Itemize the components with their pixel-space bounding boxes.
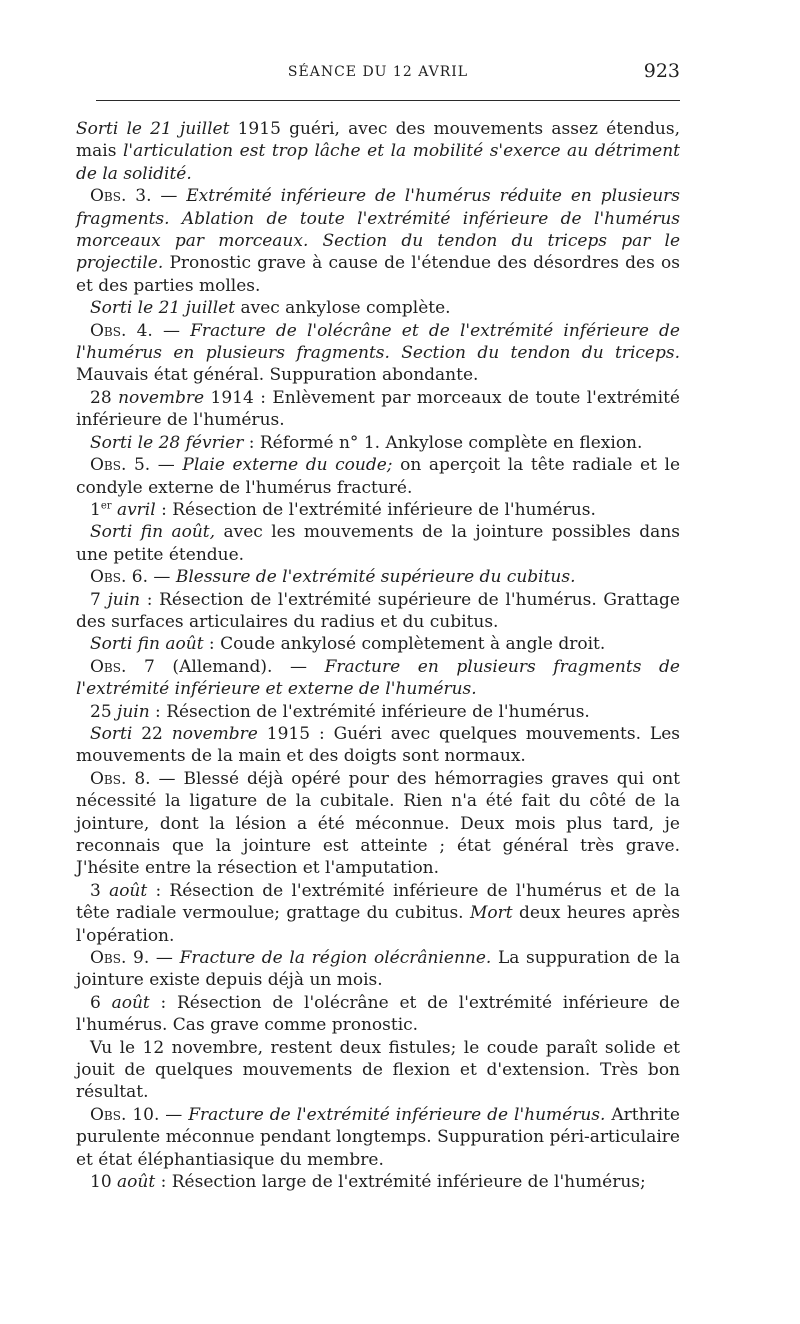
text-run: La suppuration de la jointure existe depuis déjà un mois.	[76, 948, 680, 991]
paragraph	[76, 992, 680, 1037]
paragraph	[76, 499, 680, 521]
italic-text: novembre	[118, 387, 205, 408]
page-number: 923	[643, 60, 680, 82]
text-run: 28	[90, 387, 119, 408]
paragraph	[76, 118, 680, 185]
italic-text: Fracture en plusieurs fragments de l'extrémité inférieure et externe de l'humérus.	[76, 656, 680, 700]
text-run: 4. —	[126, 320, 191, 341]
italic-text: Blessure de l'extrémité supérieure du cubitus.	[175, 567, 576, 588]
paragraph	[76, 566, 680, 588]
paragraph	[76, 880, 680, 947]
paragraph	[76, 521, 680, 566]
observation-label: Obs.	[90, 1104, 127, 1125]
italic-text: Fracture de l'extrémité inférieure de l'humérus.	[188, 1104, 606, 1125]
text-run: on aperçoit la tête radiale et le condyle externe de l'humérus fracturé.	[76, 455, 681, 498]
paragraph	[76, 1171, 680, 1193]
italic-text: Sorti le 21 juillet	[76, 119, 230, 139]
text-run: : Résection de l'extrémité supérieure de l'humérus. Grattage des surfaces articulaires du radius et du cubitus.	[76, 589, 680, 632]
text-run: 8. — Blessé déjà opéré pour des hémorragies graves qui ont nécessité la ligature de la cubitale. Rien n'a été fait du côté de la jointure, dont la lésion a été méconnue. Deux mois plus tard, je reconnais que la jointure est atteinte ; état général très grave. J'hésite entre la résection et l'amputation.	[76, 768, 680, 879]
paragraph	[76, 387, 680, 432]
book-page	[76, 0, 681, 1193]
text-run: : Résection de l'extrémité inférieure de l'humérus.	[149, 701, 590, 722]
italic-text: août	[111, 992, 150, 1013]
paragraph	[76, 633, 680, 655]
text-run: 10	[90, 1172, 118, 1193]
text-run: 25	[90, 701, 118, 722]
text-run: Vu le 12 novembre, restent deux fistules; le coude paraît solide et jouit de quelques mouvements de flexion et d'extension. Très bon résultat.	[76, 1037, 680, 1103]
italic-text: août	[109, 880, 148, 901]
italic-text: Plaie externe du coude;	[182, 455, 393, 476]
observation-label: Obs.	[90, 567, 127, 588]
observation-label: Obs.	[90, 186, 127, 207]
paragraph	[76, 723, 680, 768]
text-run: : Résection de l'extrémité inférieure de l'humérus.	[155, 499, 596, 520]
italic-text: Extrémité inférieure de l'humérus réduite en plusieurs fragments. Ablation de toute l'extrémité inférieure de l'humérus morceaux par morceaux. Section du tendon du triceps par le projectile.	[76, 186, 680, 274]
italic-text: Sorti le 21 juillet	[90, 298, 236, 319]
italic-text: juin	[117, 701, 150, 722]
italic-text: l'articulation est trop lâche et la mobilité s'exerce au détriment de la solidité.	[76, 141, 680, 184]
text-run: 1914 : Enlèvement par morceaux de toute l'extrémité inférieure de l'humérus.	[76, 387, 680, 431]
italic-text: Sorti le 28 février	[90, 432, 244, 453]
text-run: 5. —	[126, 455, 183, 476]
text-run: 9. —	[126, 948, 180, 969]
text-run: : Résection de l'olécrâne et de l'extrémité inférieure de l'humérus. Cas grave comme pronostic.	[76, 992, 680, 1036]
observation-label: Obs.	[90, 320, 127, 341]
observation-label: Obs.	[90, 768, 127, 789]
text-run: avec ankylose complète.	[235, 298, 451, 319]
paragraph	[76, 1037, 680, 1104]
paragraph	[76, 1104, 680, 1171]
italic-text: avril	[116, 499, 156, 520]
body-text	[76, 118, 680, 1194]
italic-text: Sorti fin août,	[90, 522, 216, 543]
text-run: : Résection de l'extrémité inférieure de l'humérus et de la tête radiale vermoulue; grattage du cubitus.	[76, 880, 680, 924]
italic-text: Sorti	[90, 723, 133, 744]
text-run: : Réformé n° 1. Ankylose complète en flexion.	[243, 432, 643, 453]
paragraph	[76, 768, 680, 880]
text-run: 7 (Allemand). —	[126, 656, 325, 677]
text-run: 1915 guéri, avec des mouvements assez étendus, mais	[76, 119, 680, 162]
running-head: SÉANCE DU 12 AVRIL	[287, 64, 469, 80]
paragraph	[76, 701, 680, 723]
text-run: 6. —	[126, 567, 176, 588]
paragraph	[76, 454, 680, 499]
text-run: er	[100, 500, 112, 512]
text-run: 3	[90, 880, 110, 901]
italic-text: août	[117, 1172, 156, 1193]
text-run: 10. —	[126, 1104, 189, 1125]
text-run: : Résection large de l'extrémité inférieure de l'humérus;	[155, 1172, 646, 1193]
paragraph	[76, 432, 680, 454]
text-run: Arthrite purulente méconnue pendant longtemps. Suppuration péri-articulaire et état éléphantiasique du membre.	[76, 1104, 680, 1170]
paragraph	[76, 589, 680, 634]
observation-label: Obs.	[90, 455, 127, 476]
page-header	[76, 0, 680, 102]
text-run: Pronostic grave à cause de l'étendue des désordres des os et des parties molles.	[76, 253, 680, 296]
italic-text: juin	[107, 589, 141, 610]
text-run: 3. —	[126, 186, 187, 207]
italic-text: Fracture de la région olécrânienne.	[179, 948, 492, 969]
italic-text: Mort	[469, 903, 513, 924]
text-run: 6	[90, 992, 112, 1013]
text-run: 7	[90, 589, 108, 610]
text-run: 1	[90, 499, 101, 520]
text-run: : Coude ankylosé complètement à angle droit.	[203, 634, 606, 655]
paragraph	[76, 185, 680, 297]
paragraph	[76, 656, 680, 701]
text-run: Mauvais état général. Suppuration abondante.	[76, 365, 479, 386]
paragraph	[76, 947, 680, 992]
italic-text: Fracture de l'olécrâne et de l'extrémité inférieure de l'humérus en plusieurs fragments. Section du tendon du triceps.	[76, 320, 680, 364]
italic-text: Sorti fin août	[90, 634, 204, 655]
text-run: 22	[132, 723, 172, 744]
paragraph	[76, 320, 680, 387]
header-rule	[96, 100, 680, 101]
observation-label: Obs.	[90, 656, 127, 677]
text-run: avec les mouvements de la jointure possibles dans une petite étendue.	[76, 522, 680, 565]
text-run: deux heures après l'opération.	[76, 903, 680, 946]
paragraph	[76, 297, 680, 319]
italic-text: novembre	[171, 723, 258, 744]
observation-label: Obs.	[90, 948, 127, 969]
text-run: 1915 : Guéri avec quelques mouvements. Les mouvements de la main et des doigts sont normaux.	[76, 723, 680, 767]
